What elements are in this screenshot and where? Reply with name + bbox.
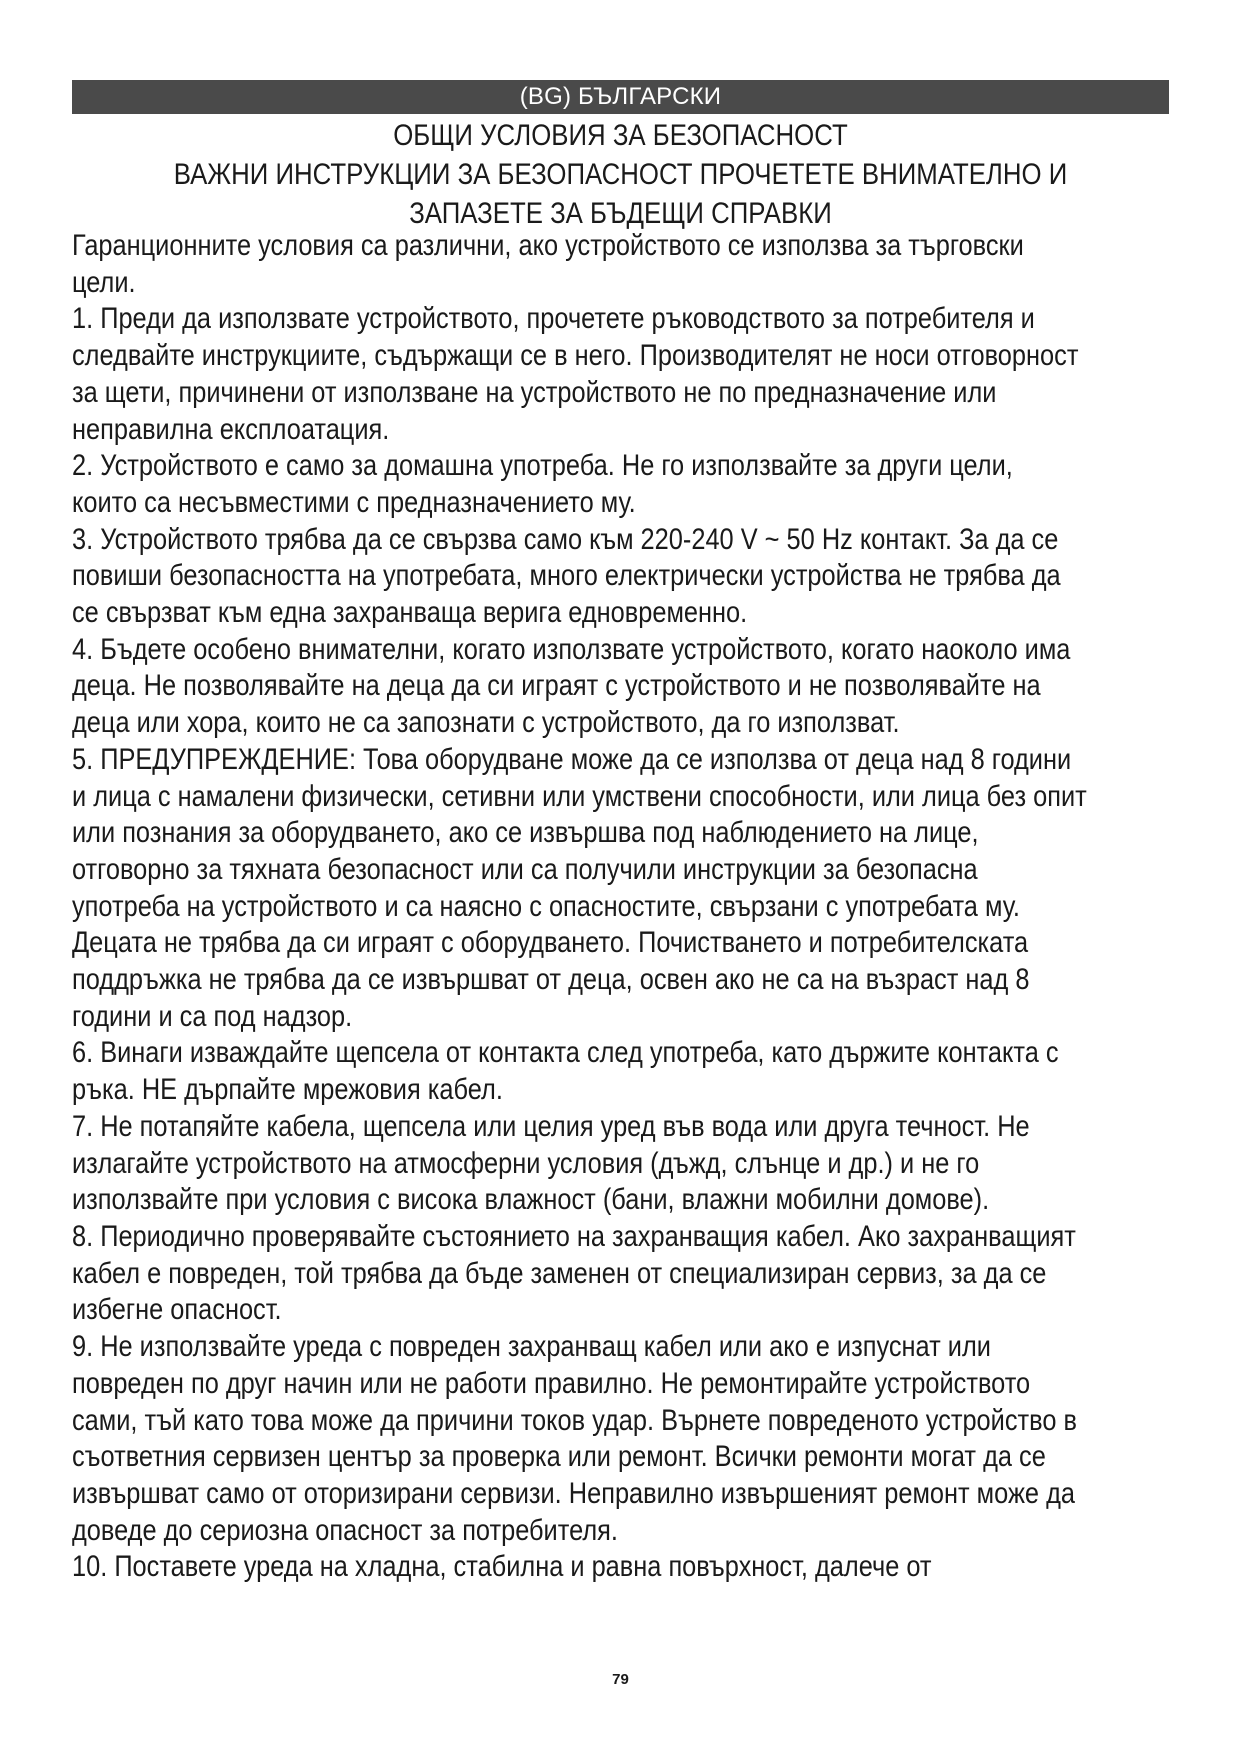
instruction-item-7 (72, 1109, 1169, 1219)
text-line: 5. ПРЕДУПРЕЖДЕНИЕ: Това оборудване може да се използва от деца над 8 години (72, 742, 1072, 776)
text-line: сами, тъй като това може да причини токов удар. Върнете повреденото устройство в (72, 1403, 1077, 1437)
text-line: 4. Бъдете особено внимателни, когато използвате устройството, когато наоколо има (72, 632, 1071, 666)
text-line: кабел е повреден, той трябва да бъде заменен от специализиран сервиз, за да се (72, 1256, 1047, 1290)
text-line: се свързват към една захранваща верига едновременно. (72, 596, 748, 630)
title-line: ОБЩИ УСЛОВИЯ ЗА БЕЗОПАСНОСТ (393, 119, 848, 152)
text-line: 8. Периодично проверявайте състоянието на захранващия кабел. Ако захранващият (72, 1219, 1076, 1253)
text-line: поддръжка не трябва да се извършват от деца, освен ако не са на възраст над 8 (72, 963, 1030, 997)
text-line: употреба на устройството и са наясно с опасностите, свързани с употребата му. (72, 889, 1020, 923)
text-line: следвайте инструкциите, съдържащи се в него. Производителят не носи отговорност (72, 339, 1079, 373)
text-line: излагайте устройството на атмосферни условия (дъжд, слънце и др.) и не го (72, 1146, 980, 1180)
text-line: Гаранционните условия са различни, ако устройството се използва за търговски (72, 229, 1024, 262)
page-number: 79 (612, 1671, 629, 1688)
text-line: 7. Не потапяйте кабела, щепсела или целия уред във вода или друга течност. Не (72, 1109, 1030, 1143)
title-line: ЗАПАЗЕТЕ ЗА БЪДЕЩИ СПРАВКИ (409, 197, 832, 230)
text-line: Децата не трябва да си играят с оборудването. Почистването и потребителската (72, 926, 1029, 960)
safety-instructions (72, 228, 1169, 1586)
text-line: повиши безопасността на употребата, много електрически устройства не трябва да (72, 559, 1061, 593)
instruction-item-1 (72, 301, 1169, 448)
title-line: ВАЖНИ ИНСТРУКЦИИ ЗА БЕЗОПАСНОСТ ПРОЧЕТЕТЕ ВНИМАТЕЛНО И (173, 158, 1068, 191)
text-line: и лица с намалени физически, сетивни или умствени способности, или лица без опит (72, 779, 1087, 813)
text-line: цели. (72, 265, 136, 299)
instruction-item-10 (72, 1549, 1169, 1586)
instruction-item-9 (72, 1329, 1169, 1549)
instruction-item-8 (72, 1219, 1169, 1329)
text-line: съответния сервизен център за проверка или ремонт. Всички ремонти могат да се (72, 1440, 1046, 1474)
text-line: деца. Не позволявайте на деца да си играят с устройството и не позволявайте на (72, 669, 1041, 703)
text-line: отговорно за тяхната безопасност или са получили инструкции за безопасна (72, 852, 978, 886)
instruction-item-3 (72, 522, 1169, 632)
text-line: 2. Устройството е само за домашна употреба. Не го използвайте за други цели, (72, 449, 1013, 483)
text-line: 6. Винаги изваждайте щепсела от контакта след употреба, като държите контакта с (72, 1036, 1059, 1070)
text-line: 1. Преди да използвате устройството, прочетете ръководството за потребителя и (72, 302, 1035, 336)
instruction-item-5 (72, 742, 1169, 1036)
instruction-item-6 (72, 1035, 1169, 1108)
instruction-item-4 (72, 632, 1169, 742)
text-line: ръка. НЕ дърпайте мрежовия кабел. (72, 1073, 503, 1107)
text-line: извършват само от оторизирани сервизи. Неправилно извършеният ремонт може да (72, 1476, 1076, 1510)
text-line: доведе до сериозна опасност за потребителя. (72, 1513, 618, 1547)
text-line: 3. Устройството трябва да се свързва само към 220-240 V ~ 50 Hz контакт. За да се (72, 522, 1059, 556)
language-header-bar: (BG) БЪЛГАРСКИ (72, 80, 1169, 114)
instruction-item-2 (72, 448, 1169, 521)
text-line: 10. Поставете уреда на хладна, стабилна и равна повърхност, далече от (72, 1550, 932, 1584)
text-line: които са несъвместими с предназначението му. (72, 485, 636, 519)
text-line: избегне опасност. (72, 1293, 282, 1327)
text-line: или познания за оборудването, ако се извършва под наблюдението на лице, (72, 816, 979, 850)
text-line: използвайте при условия с висока влажност (бани, влажни мобилни домове). (72, 1183, 990, 1217)
text-line: за щети, причинени от използване на устройството не по предназначение или (72, 375, 997, 409)
safety-title (72, 116, 1169, 233)
text-line: повреден по друг начин или не работи правилно. Не ремонтирайте устройството (72, 1366, 1031, 1400)
warranty-note-paragraph (72, 228, 1169, 301)
text-line: години и са под надзор. (72, 999, 353, 1033)
text-line: деца или хора, които не са запознати с устройството, да го използват. (72, 706, 900, 740)
text-line: неправилна експлоатация. (72, 412, 390, 446)
text-line: 9. Не използвайте уреда с повреден захранващ кабел или ако е изпуснат или (72, 1330, 991, 1364)
